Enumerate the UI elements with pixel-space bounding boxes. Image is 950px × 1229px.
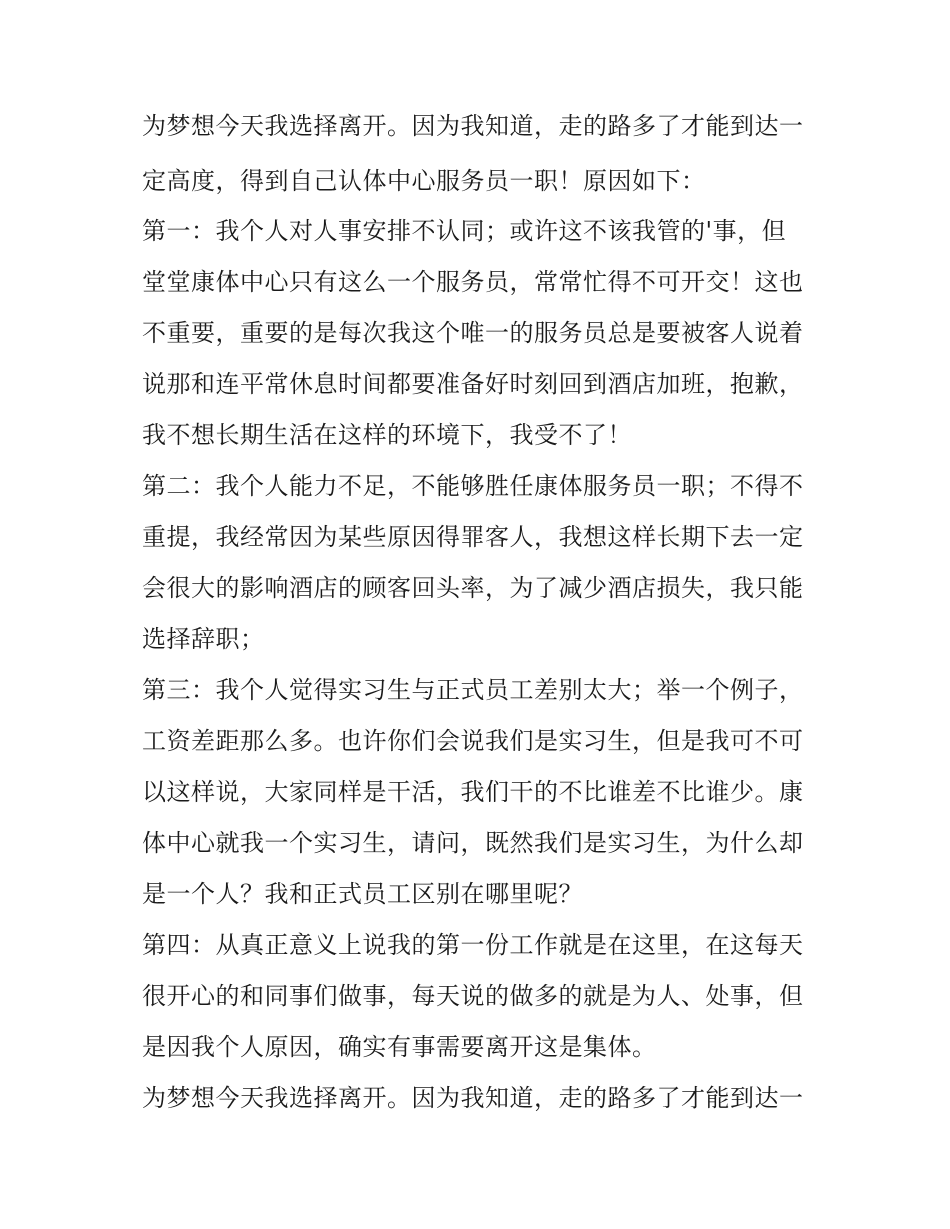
text-line: 以这样说，大家同样是干活，我们干的不比谁差不比谁少。康 [142, 778, 804, 806]
text-line: 第三：我个人觉得实习生与正式员工差别太大；举一个例子， [142, 676, 804, 704]
text-line: 说那和连平常休息时间都要准备好时刻回到酒店加班，抱歉， [142, 370, 804, 398]
text-line: 第一：我个人对人事安排不认同；或许这不该我管的'事，但 [142, 217, 787, 245]
text-line: 体中心就我一个实习生，请问，既然我们是实习生，为什么却 [142, 829, 804, 857]
text-line: 第二：我个人能力不足，不能够胜任康体服务员一职；不得不 [142, 472, 804, 500]
text-line: 选择辞职； [142, 625, 265, 653]
text-line: 我不想长期生活在这样的环境下，我受不了！ [142, 421, 632, 449]
text-line: 重提，我经常因为某些原因得罪客人，我想这样长期下去一定 [142, 523, 804, 551]
text-line: 堂堂康体中心只有这么一个服务员，常常忙得不可开交！这也 [142, 268, 804, 296]
text-line: 会很大的影响酒店的顾客回头率，为了减少酒店损失，我只能 [142, 574, 804, 602]
text-line: 是一个人？我和正式员工区别在哪里呢？ [142, 880, 583, 908]
text-line: 很开心的和同事们做事，每天说的做多的就是为人、处事，但 [142, 982, 804, 1010]
text-line: 工资差距那么多。也许你们会说我们是实习生，但是我可不可 [142, 727, 804, 755]
text-line: 不重要，重要的是每次我这个唯一的服务员总是要被客人说着 [142, 319, 804, 347]
text-line: 第四：从真正意义上说我的第一份工作就是在这里，在这每天 [142, 931, 804, 959]
text-line: 为梦想今天我选择离开。因为我知道，走的路多了才能到达一 [142, 112, 804, 140]
text-line: 定高度，得到自己认体中心服务员一职！原因如下： [142, 167, 706, 195]
text-line: 为梦想今天我选择离开。因为我知道，走的路多了才能到达一 [142, 1084, 804, 1112]
text-line: 是因我个人原因，确实有事需要离开这是集体。 [142, 1033, 657, 1061]
